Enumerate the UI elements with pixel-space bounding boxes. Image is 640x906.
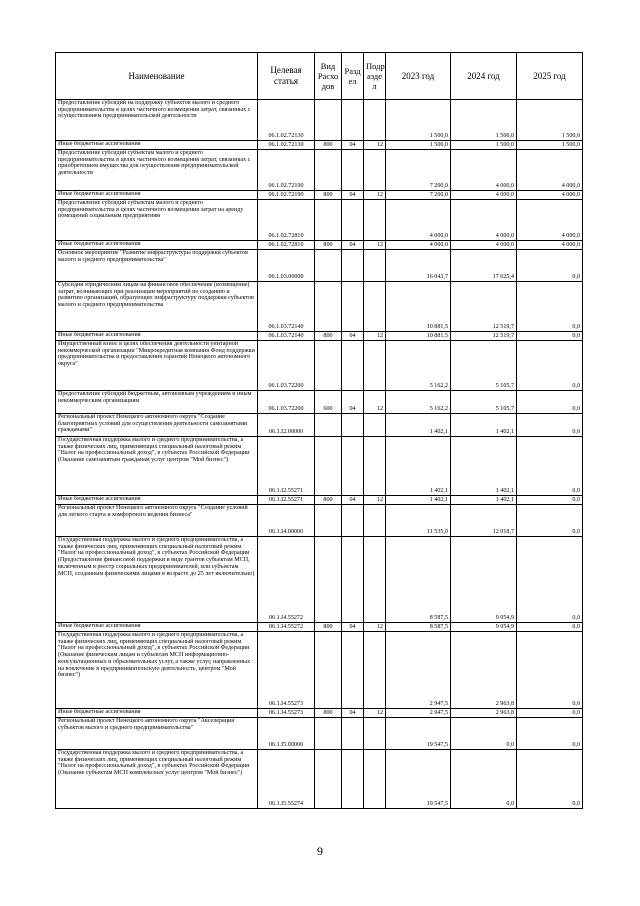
row-value-2025: 0,0 xyxy=(517,623,583,632)
table-row xyxy=(56,191,583,200)
table-row xyxy=(56,241,583,250)
row-name: Иные бюджетные ассигнования xyxy=(56,496,258,505)
row-value-2023: 8 587,5 xyxy=(386,537,451,623)
row-target-article: 06.1.I2.00000 xyxy=(258,414,315,437)
table-header-row xyxy=(56,53,583,100)
row-value-2025: 0,0 xyxy=(517,718,583,750)
row-target-article: 06.1.03.72140 xyxy=(258,282,315,332)
row-name: Имущественный взнос в целях обеспечения деятельности унитарной некоммерческой организации "Микрокредитная компания Фонд поддержки предпринимательства и предоставления гарантий Ненецкого автономного округа" xyxy=(56,341,258,391)
row-value-2024: 4 000,0 xyxy=(451,150,517,191)
row-value-2023: 7 200,0 xyxy=(386,150,451,191)
row-value-2023: 16 043,7 xyxy=(386,250,451,282)
row-expense-type xyxy=(315,150,342,191)
table-row xyxy=(56,341,583,391)
table-body xyxy=(56,100,583,809)
row-section: 04 xyxy=(342,496,364,505)
row-value-2023: 4 000,0 xyxy=(386,200,451,241)
row-value-2023: 2 947,5 xyxy=(386,709,451,718)
row-value-2025: 0,0 xyxy=(517,505,583,537)
row-target-article: 06.1.I4.55272 xyxy=(258,623,315,632)
row-section xyxy=(342,200,364,241)
row-target-article: 06.1.I4.55273 xyxy=(258,632,315,709)
row-name: Государственная поддержка малого и среднего предпринимательства, а также физических лиц, применяющих специальный налоговый режим "Налог на профессиональный доход", в субъектах Российской Федерации (Оказание самозанятым гражданам услуг центром "Мой бизнес") xyxy=(56,437,258,496)
row-target-article: 06.1.I4.00000 xyxy=(258,505,315,537)
row-section: 04 xyxy=(342,709,364,718)
row-section xyxy=(342,282,364,332)
budget-table xyxy=(55,52,583,809)
row-section xyxy=(342,437,364,496)
row-target-article: 06.1.I2.55271 xyxy=(258,437,315,496)
row-expense-type xyxy=(315,718,342,750)
row-name: Иные бюджетные ассигнования xyxy=(56,332,258,341)
row-target-article: 06.1.02.72190 xyxy=(258,191,315,200)
row-value-2024: 4 000,0 xyxy=(451,241,517,250)
row-target-article: 06.1.03.72200 xyxy=(258,391,315,414)
row-section xyxy=(342,505,364,537)
row-name: Основное мероприятие "Развитие инфраструктуры поддержки субъектов малого и среднего предпринимательства" xyxy=(56,250,258,282)
row-value-2025: 4 000,0 xyxy=(517,241,583,250)
row-value-2024: 1 500,0 xyxy=(451,100,517,141)
row-value-2025: 0,0 xyxy=(517,250,583,282)
row-value-2023: 4 000,0 xyxy=(386,241,451,250)
row-value-2025: 0,0 xyxy=(517,341,583,391)
page-number: 9 xyxy=(317,844,323,858)
row-value-2025: 0,0 xyxy=(517,537,583,623)
row-name: Государственная поддержка малого и среднего предпринимательства, а также физических лиц, применяющих специальный налоговый режим "Налог на профессиональный доход", в субъектах Российской Федерации (Оказание физическим лицам и субъектам МСП информационно-консультационных и образовательных услуг, а также услуг, направленных на вовлечение в предпринимательскую деятельность, центром "Мой бизнес") xyxy=(56,632,258,709)
row-value-2024: 1 402,1 xyxy=(451,437,517,496)
row-subsection xyxy=(364,150,386,191)
row-expense-type xyxy=(315,505,342,537)
row-value-2025: 0,0 xyxy=(517,750,583,809)
row-target-article: 06.1.I4.55273 xyxy=(258,709,315,718)
row-section xyxy=(342,718,364,750)
row-section xyxy=(342,100,364,141)
row-subsection xyxy=(364,632,386,709)
table-row xyxy=(56,632,583,709)
header-expense-type: Вид Расхо дов xyxy=(315,53,342,100)
row-target-article: 06.1.03.72140 xyxy=(258,332,315,341)
row-expense-type xyxy=(315,750,342,809)
row-value-2023: 1 402,1 xyxy=(386,414,451,437)
row-value-2024: 2 963,8 xyxy=(451,709,517,718)
table-row xyxy=(56,709,583,718)
row-value-2024: 5 105,7 xyxy=(451,391,517,414)
row-subsection xyxy=(364,750,386,809)
row-value-2024: 1 500,0 xyxy=(451,141,517,150)
row-value-2025: 4 000,0 xyxy=(517,150,583,191)
row-expense-type xyxy=(315,200,342,241)
row-target-article: 06.1.02.72810 xyxy=(258,241,315,250)
row-value-2025: 0,0 xyxy=(517,437,583,496)
row-subsection: 12 xyxy=(364,496,386,505)
row-expense-type xyxy=(315,250,342,282)
row-value-2023: 10 881,5 xyxy=(386,332,451,341)
row-value-2023: 11 535,0 xyxy=(386,505,451,537)
table-row xyxy=(56,150,583,191)
table-row xyxy=(56,414,583,437)
row-value-2025: 0,0 xyxy=(517,709,583,718)
row-subsection xyxy=(364,250,386,282)
table-row xyxy=(56,537,583,623)
row-value-2023: 2 947,5 xyxy=(386,632,451,709)
row-section xyxy=(342,250,364,282)
row-expense-type xyxy=(315,414,342,437)
row-target-article: 06.1.I5.00000 xyxy=(258,718,315,750)
row-name: Государственная поддержка малого и среднего предпринимательства, а также физических лиц, применяющих специальный налоговый режим "Налог на профессиональный доход", в субъектах Российской Федерации (Оказание субъектам МСП комплексных услуг центром "Мой бизнес") xyxy=(56,750,258,809)
row-section: 04 xyxy=(342,391,364,414)
row-target-article: 06.1.I4.55272 xyxy=(258,537,315,623)
row-value-2023: 1 500,0 xyxy=(386,100,451,141)
row-section xyxy=(342,414,364,437)
row-section xyxy=(342,632,364,709)
row-target-article: 06.1.02.72810 xyxy=(258,200,315,241)
row-target-article: 06.1.I2.55271 xyxy=(258,496,315,505)
row-subsection: 12 xyxy=(364,191,386,200)
row-value-2024: 12 519,7 xyxy=(451,332,517,341)
header-2024: 2024 год xyxy=(451,53,517,100)
row-expense-type: 800 xyxy=(315,332,342,341)
row-section: 04 xyxy=(342,241,364,250)
row-subsection xyxy=(364,100,386,141)
table-row xyxy=(56,200,583,241)
table-row xyxy=(56,332,583,341)
row-target-article: 06.1.I5.55274 xyxy=(258,750,315,809)
row-expense-type xyxy=(315,537,342,623)
row-name: Региональный проект Ненецкого автономного округа "Создание условий для легкого старта и комфортного ведения бизнеса" xyxy=(56,505,258,537)
row-value-2025: 0,0 xyxy=(517,496,583,505)
row-name: Иные бюджетные ассигнования xyxy=(56,141,258,150)
row-value-2024: 9 054,9 xyxy=(451,623,517,632)
row-subsection xyxy=(364,718,386,750)
row-value-2025: 0,0 xyxy=(517,282,583,332)
row-value-2025: 1 500,0 xyxy=(517,100,583,141)
row-expense-type xyxy=(315,100,342,141)
row-section: 04 xyxy=(342,191,364,200)
row-subsection xyxy=(364,414,386,437)
row-subsection: 12 xyxy=(364,709,386,718)
header-target-article: Целевая статья xyxy=(258,53,315,100)
row-expense-type: 800 xyxy=(315,623,342,632)
table-row xyxy=(56,496,583,505)
row-subsection: 12 xyxy=(364,141,386,150)
row-subsection xyxy=(364,282,386,332)
row-target-article: 06.1.02.72130 xyxy=(258,141,315,150)
row-value-2023: 7 200,0 xyxy=(386,191,451,200)
table-row xyxy=(56,250,583,282)
row-target-article: 06.1.03.00000 xyxy=(258,250,315,282)
header-2023: 2023 год xyxy=(386,53,451,100)
row-value-2023: 1 402,1 xyxy=(386,437,451,496)
row-value-2025: 0,0 xyxy=(517,332,583,341)
row-name: Иные бюджетные ассигнования xyxy=(56,623,258,632)
row-value-2025: 0,0 xyxy=(517,391,583,414)
row-value-2023: 19 547,5 xyxy=(386,750,451,809)
header-subsection: Подр азде л xyxy=(364,53,386,100)
row-name: Иные бюджетные ассигнования xyxy=(56,191,258,200)
row-value-2024: 0,0 xyxy=(451,750,517,809)
row-value-2025: 4 000,0 xyxy=(517,191,583,200)
row-expense-type: 600 xyxy=(315,391,342,414)
row-subsection xyxy=(364,537,386,623)
row-subsection: 12 xyxy=(364,391,386,414)
row-value-2025: 1 500,0 xyxy=(517,141,583,150)
table-row xyxy=(56,718,583,750)
row-section xyxy=(342,341,364,391)
row-value-2025: 0,0 xyxy=(517,414,583,437)
header-2025: 2025 год xyxy=(517,53,583,100)
table-row xyxy=(56,391,583,414)
row-subsection xyxy=(364,505,386,537)
row-value-2023: 5 162,2 xyxy=(386,341,451,391)
row-section: 04 xyxy=(342,623,364,632)
row-name: Государственная поддержка малого и среднего предпринимательства, а также физических лиц, применяющих специальный налоговый режим "Налог на профессиональный доход", в субъектах Российской Федерации (Предоставление финансовой поддержки в виде грантов субъектам МСП, включенным в реестр социальных предпринимателей, или субъектам МСП, созданным физическими лицами в возрасте до 25 лет включительно) xyxy=(56,537,258,623)
row-value-2024: 1 402,1 xyxy=(451,496,517,505)
row-target-article: 06.1.02.72190 xyxy=(258,150,315,191)
row-value-2024: 2 963,8 xyxy=(451,632,517,709)
row-value-2023: 8 587,5 xyxy=(386,623,451,632)
table-row xyxy=(56,100,583,141)
row-section xyxy=(342,750,364,809)
row-subsection: 12 xyxy=(364,332,386,341)
row-value-2024: 5 105,7 xyxy=(451,341,517,391)
row-subsection xyxy=(364,200,386,241)
row-expense-type xyxy=(315,282,342,332)
row-expense-type: 800 xyxy=(315,496,342,505)
table-row xyxy=(56,141,583,150)
row-expense-type xyxy=(315,632,342,709)
row-value-2023: 10 881,5 xyxy=(386,282,451,332)
row-name: Региональный проект Ненецкого автономного округа "Создание благоприятных условий для осуществления деятельности самозанятыми гражданами" xyxy=(56,414,258,437)
row-section: 04 xyxy=(342,332,364,341)
table-row xyxy=(56,750,583,809)
row-value-2023: 19 547,5 xyxy=(386,718,451,750)
row-value-2024: 17 625,4 xyxy=(451,250,517,282)
row-expense-type: 800 xyxy=(315,191,342,200)
row-value-2024: 9 054,9 xyxy=(451,537,517,623)
row-value-2024: 4 000,0 xyxy=(451,191,517,200)
row-value-2025: 4 000,0 xyxy=(517,200,583,241)
row-name: Предоставление субсидий субъектам малого и среднего предпринимательства в целях частичного возмещения затрат, связанных с приобретением имущества для осуществления предпринимательской деятельности xyxy=(56,150,258,191)
row-value-2023: 1 500,0 xyxy=(386,141,451,150)
row-section: 04 xyxy=(342,141,364,150)
row-value-2024: 12 018,7 xyxy=(451,505,517,537)
row-value-2023: 5 162,2 xyxy=(386,391,451,414)
row-section xyxy=(342,537,364,623)
row-section xyxy=(342,150,364,191)
row-name: Предоставление субсидий бюджетным, автономным учреждениям и иным некоммерческим организациям xyxy=(56,391,258,414)
row-expense-type: 800 xyxy=(315,241,342,250)
table-row xyxy=(56,623,583,632)
row-target-article: 06.1.03.72200 xyxy=(258,341,315,391)
row-value-2024: 0,0 xyxy=(451,718,517,750)
row-target-article: 06.1.02.72130 xyxy=(258,100,315,141)
table-row xyxy=(56,282,583,332)
row-value-2024: 4 000,0 xyxy=(451,200,517,241)
row-subsection xyxy=(364,341,386,391)
row-name: Иные бюджетные ассигнования xyxy=(56,241,258,250)
row-name: Иные бюджетные ассигнования xyxy=(56,709,258,718)
row-subsection xyxy=(364,437,386,496)
row-subsection: 12 xyxy=(364,623,386,632)
table-row xyxy=(56,505,583,537)
row-value-2024: 1 402,1 xyxy=(451,414,517,437)
row-value-2023: 1 402,1 xyxy=(386,496,451,505)
row-expense-type xyxy=(315,437,342,496)
row-name: Предоставление субсидий на поддержку субъектов малого и среднего предпринимательства в целях частичного возмещения затрат, связанных с осуществлением предпринимательской деятельности xyxy=(56,100,258,141)
table-row xyxy=(56,437,583,496)
row-name: Региональный проект Ненецкого автономного округа "Акселерация субъектов малого и среднего предпринимательства" xyxy=(56,718,258,750)
row-expense-type xyxy=(315,341,342,391)
row-subsection: 12 xyxy=(364,241,386,250)
header-name: Наименование xyxy=(56,53,258,100)
row-value-2025: 0,0 xyxy=(517,632,583,709)
header-section: Разд ел xyxy=(342,53,364,100)
row-name: Предоставление субсидий субъектам малого и среднего предпринимательства в целях частичного возмещения затрат на аренду помещений социальным предприятиям xyxy=(56,200,258,241)
row-name: Субсидии юридическим лицам на финансовое обеспечение (возмещение) затрат, возникающих при реализации мероприятий по созданию и развитию организаций, образующих инфраструктуру поддержки субъектов малого и среднего предпринимательства xyxy=(56,282,258,332)
row-value-2024: 12 519,7 xyxy=(451,282,517,332)
row-expense-type: 800 xyxy=(315,709,342,718)
row-expense-type: 800 xyxy=(315,141,342,150)
